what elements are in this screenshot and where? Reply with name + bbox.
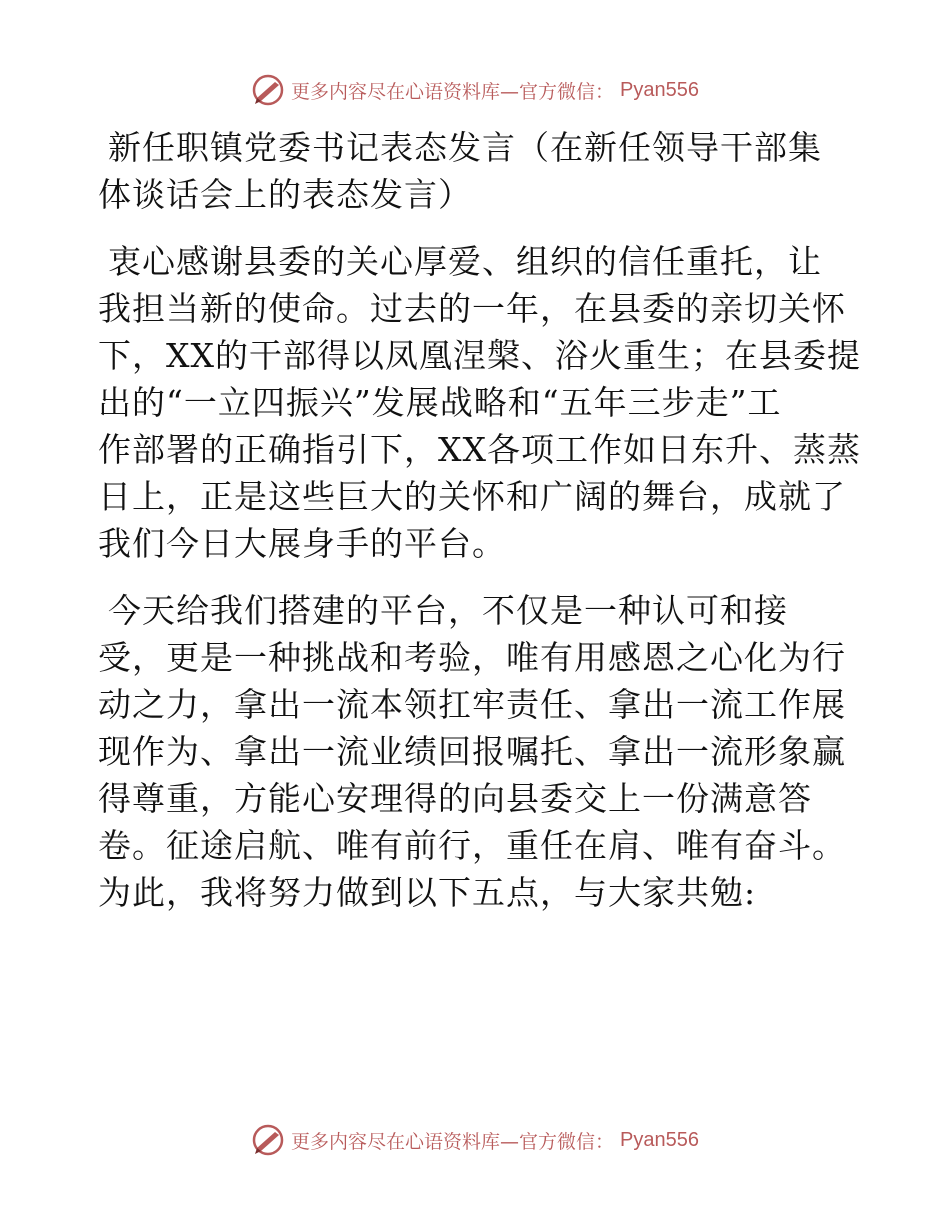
text-line: 衷心感谢县委的关心厚爱、组织的信任重托，让 xyxy=(108,242,822,281)
text-line: 现作为、拿出一流业绩回报嘱托、拿出一流形象赢 xyxy=(98,732,846,771)
paragraph-1 xyxy=(98,238,861,567)
footer-watermark xyxy=(0,1120,950,1160)
title-line: 体谈话会上的表态发言） xyxy=(98,175,472,214)
text-line: 今天给我们搭建的平台，不仅是一种认可和接 xyxy=(108,591,788,630)
watermark-wechat-id: Pyan556 xyxy=(620,78,699,101)
pen-logo-icon xyxy=(251,1123,285,1157)
text-line: 动之力，拿出一流本领扛牢责任、拿出一流工作展 xyxy=(98,685,846,724)
document-title xyxy=(98,124,858,218)
text-line: 日上，正是这些巨大的关怀和广阔的舞台，成就了 xyxy=(98,477,846,516)
text-line: 作部署的正确指引下，XX各项工作如日东升、蒸蒸 xyxy=(98,430,861,469)
title-line: 新任职镇党委书记表态发言（在新任领导干部集 xyxy=(108,128,822,167)
document-body xyxy=(98,124,861,916)
watermark-text: 更多内容尽在心语资料库—官方微信： xyxy=(291,1130,615,1153)
text-line: 出的“一立四振兴”发展战略和“五年三步走”工 xyxy=(98,383,782,422)
watermark-text: 更多内容尽在心语资料库—官方微信： xyxy=(291,80,615,103)
pen-logo-icon xyxy=(251,73,285,107)
text-line: 我担当新的使命。过去的一年，在县委的亲切关怀 xyxy=(98,289,846,328)
text-line: 下，XX的干部得以凤凰涅槃、浴火重生；在县委提 xyxy=(98,336,861,375)
paragraph-2 xyxy=(98,587,858,916)
text-line: 我们今日大展身手的平台。 xyxy=(98,524,506,563)
text-line: 受，更是一种挑战和考验，唯有用感恩之心化为行 xyxy=(98,638,846,677)
text-line: 卷。征途启航、唯有前行，重任在肩、唯有奋斗。 xyxy=(98,826,846,865)
header-watermark xyxy=(0,70,950,110)
text-line: 为此，我将努力做到以下五点，与大家共勉: xyxy=(98,873,757,912)
text-line: 得尊重，方能心安理得的向县委交上一份满意答 xyxy=(98,779,812,818)
watermark-wechat-id: Pyan556 xyxy=(620,1128,699,1151)
